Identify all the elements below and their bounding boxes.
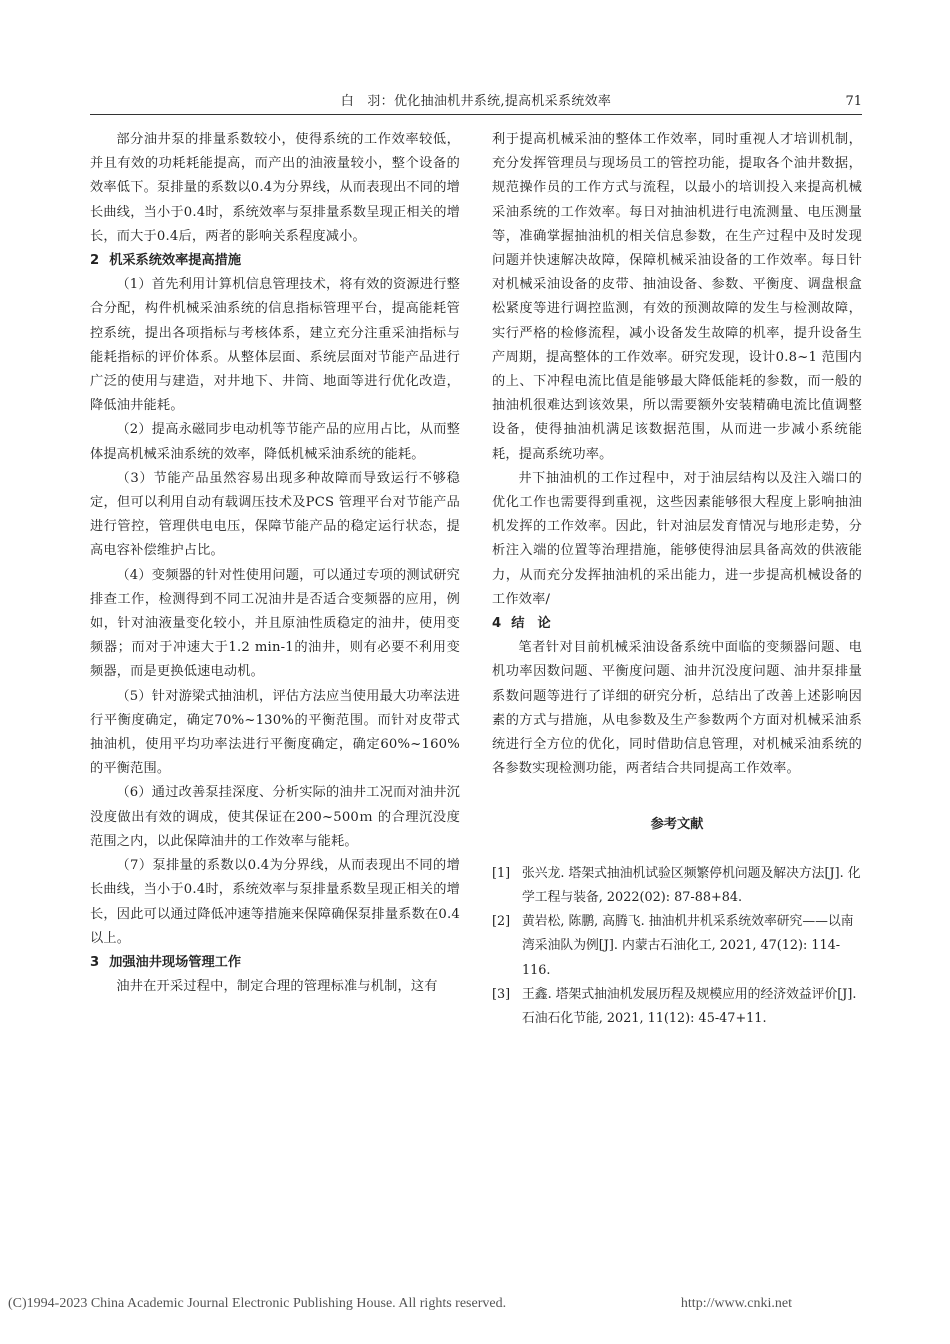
section-3-paragraph-2: 井下抽油机的工作过程中，对于油层结构以及注入端口的优化工作也需要得到重视，这些因素能够很大程度上影响抽油机发挥的工作效率。因此，针对油层发育情况与地形走势，分析注入端的位置等治理措施，能够使得油层具备高效的供液能力，从而充分发挥抽油机的采出能力，进一步提高机械设备的工作效率/ (492, 470, 862, 607)
section-3-title: 加强油井现场管理工作 (109, 954, 242, 970)
page-footer (0, 1296, 950, 1318)
intro-paragraph: 部分油井泵的排量系数较小，使得系统的工作效率较低，并且有效的功耗耗能提高，而产出的油液量较小，整个设备的效率低下。泵排量的系数以0.4为分界线，从而表现出不同的增长曲线，当小于0.4时，系统效率与泵排量系数呈现正相关的增长，而大于0.4后，两者的影响关系程度减小。 (90, 132, 460, 244)
reference-text: 王鑫. 塔架式抽油机发展历程及规模应用的经济效益评价[J]. 石油石化节能, 2021, 11(12): 45-47+11. (522, 986, 857, 1026)
measure-item-6: （6）通过改善泵挂深度、分析实际的油井工况而对油井沉没度做出有效的调成，使其保证在200~500ｍ 的合理沉没度范围之内，以此保障油井的工作效率与能耗。 (90, 785, 460, 849)
section-4-heading (492, 612, 862, 636)
measure-item-1: （1）首先利用计算机信息管理技术，将有效的资源进行整合分配，构件机械采油系统的信息指标管理平台，提高能耗管控系统，提出各项指标与考核体系，建立充分注重采油指标与能耗指标的评价体系。从整体层面、系统层面对节能产品进行广泛的使用与建造，对井地下、井筒、地面等进行优化改造，降低油井能耗。 (90, 277, 460, 414)
reference-label: [2] (492, 914, 511, 930)
publisher-website: http://www.cnki.net (680, 1296, 792, 1311)
reference-text: 黄岩松, 陈鹏, 高腾飞. 抽油机井机采系统效率研究——以南湾采油队为例[J]. 内蒙古石油化工, 2021, 47(12): 114-116. (522, 914, 854, 978)
reference-item (492, 910, 862, 983)
measure-item-7: （7）泵排量的系数以0.4为分界线，从而表现出不同的增长曲线，当小于0.4时，系统效率与泵排量系数呈现正相关的增长，因此可以通过降低冲速等措施来保障确保泵排量系数在0.4 以上。 (90, 858, 460, 946)
reference-item (492, 862, 862, 910)
section-3-paragraph-continued: 利于提高机械采油的整体工作效率，同时重视人才培训机制，充分发挥管理员与现场员工的管控功能，提取各个油井数据，规范操作员的工作方式与流程，以最小的培训投入来提高机械采油系统的工作效率。每日对抽油机进行电流测量、电压测量等，准确掌握抽油机的相关信息参数，在生产过程中及时发现问题并快速解决故障，保障机械采油设备的工作效率。每日针对机械采油设备的皮带、抽油设备、参数、平衡度、调盘根盒松紧度等进行调控监测，有效的预测故障的发生与检测故障，实行严格的检修流程，减小设备发生故障的机率，提升设备生产周期，提高整体的工作效率。研究发现，设计0.8~1 范围内的上、下冲程电流比值是能够最大降低能耗的参数，而一般的抽油机很难达到该效果，所以需要额外安装精确电流比值调整设备，使得抽油机满足该数据范围，从而进一步减小系统能耗，提高系统功率。 (492, 132, 862, 462)
section-2-heading (90, 249, 460, 273)
running-header (90, 90, 862, 115)
references-heading: 参考文献 (650, 817, 704, 833)
right-column (492, 128, 862, 1031)
section-2-title: 机采系统效率提高措施 (109, 253, 242, 269)
section-4-number: 4 (492, 616, 502, 632)
section-3-heading (90, 951, 460, 975)
conclusion-paragraph: 笔者针对目前机械采油设备系统中面临的变频器问题、电机功率因数问题、平衡度问题、油井沉没度问题、油井泵排量系数问题等进行了详细的研究分析，总结出了改善上述影响因素的方式与措施，从电参数及生产参数两个方面对机械采油系统进行全方位的优化，同时借助信息管理，对机械采油系统的各参数实现检测功能，两者结合共同提高工作效率。 (492, 640, 862, 777)
section-3-number: 3 (90, 954, 100, 970)
page-number: 71 (845, 94, 862, 109)
measure-item-3: （3）节能产品虽然容易出现多种故障而导致运行不够稳定，但可以利用自动有载调压技术及PCS 管理平台对节能产品进行管控，管理供电电压，保障节能产品的稳定运行状态，提高电容补偿维护占比。 (90, 470, 460, 559)
reference-text: 张兴龙. 塔架式抽油机试验区频繁停机问题及解决方法[J]. 化学工程与装备, 2022(02): 87-88+84. (522, 865, 861, 905)
measure-item-4: （4）变频器的针对性使用问题，可以通过专项的测试研究排查工作，检测得到不同工况油井是否适合变频器的应用，例如，针对油液量变化较小，并且原油性质稳定的油井，使用变频器；而对于冲速大于1.2 min-1的油井，则有必要不利用变频器，而是更换低速电动机。 (90, 567, 460, 680)
left-column (90, 128, 460, 999)
running-header-title: 白 羽：优化抽油机井系统,提高机采系统效率 (340, 94, 612, 109)
reference-item (492, 983, 862, 1031)
section-4-title: 结 论 (511, 616, 551, 632)
measure-item-5: （5）针对游梁式抽油机，评估方法应当使用最大功率法进行平衡度确定，确定70%~130%的平衡范围。而针对皮带式抽油机，使用平均功率法进行平衡度确定，确定60%~160%的平衡范围。 (90, 688, 460, 777)
section-2-number: 2 (90, 253, 100, 269)
measure-item-2: （2）提高永磁同步电动机等节能产品的应用占比，从而整体提高机械采油系统的效率，降低机械采油系统的能耗。 (90, 422, 460, 462)
section-3-paragraph-start: 油井在开采过程中，制定合理的管理标准与机制，这有 (116, 979, 438, 995)
copyright-notice: (C)1994-2023 China Academic Journal Electronic Publishing House. All rights reserved. (8, 1296, 507, 1311)
reference-label: [1] (492, 865, 511, 881)
reference-label: [3] (492, 986, 511, 1002)
